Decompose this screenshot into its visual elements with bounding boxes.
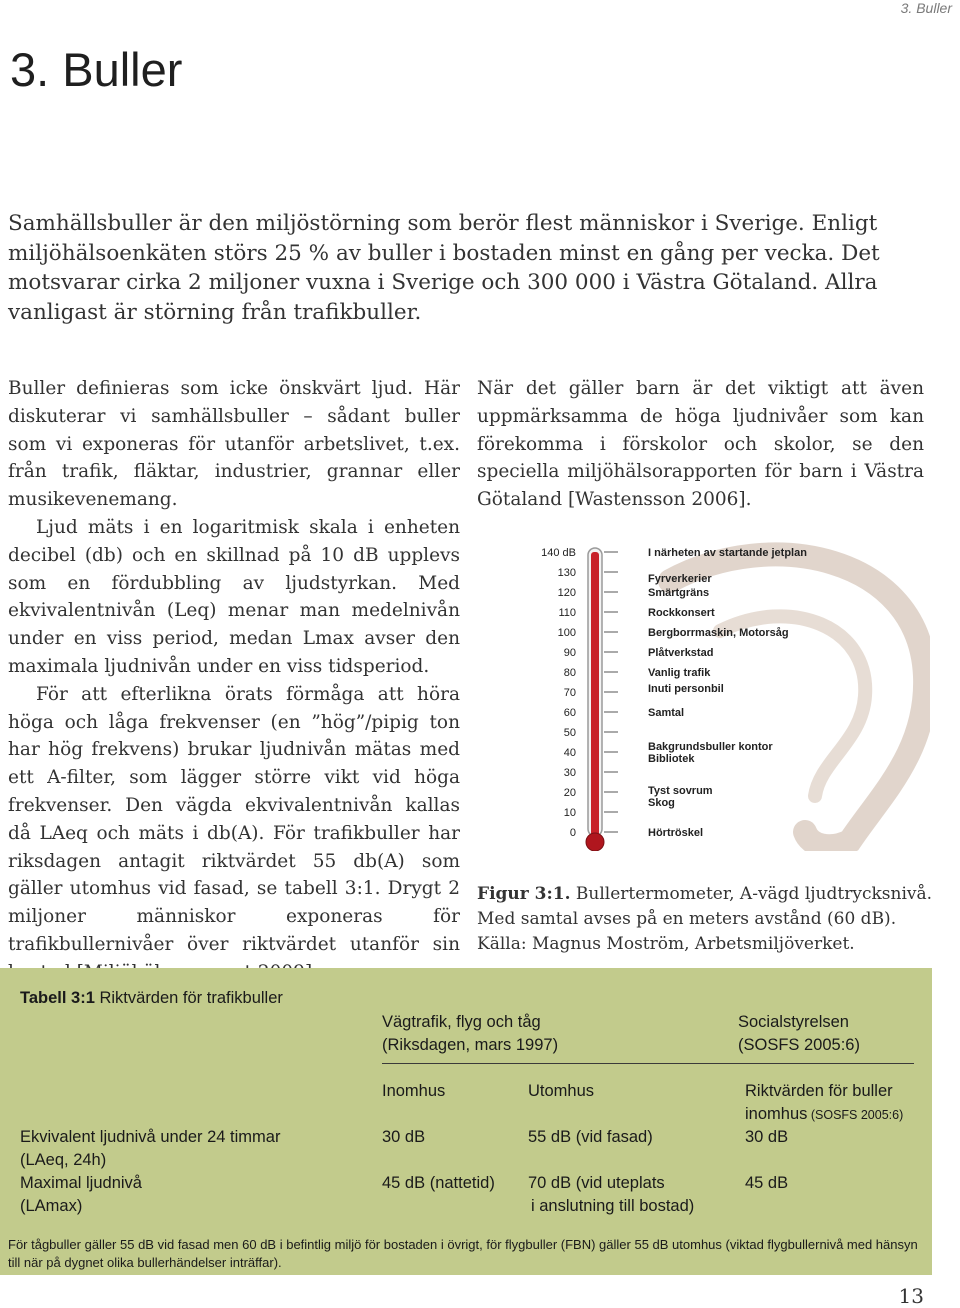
noise-source-label: Samtal: [648, 707, 685, 719]
noise-source-label: Hörtröskel: [648, 827, 704, 839]
scale-label: 40: [563, 747, 576, 759]
body-paragraph: Buller definieras som icke önskvärt ljud. Här diskuterar vi samhällsbuller – sådant buller som vi exponeras för utanför arbetslivet, t.ex. från trafik, fläktar, industrier, grannar eller musikevenemang.: [8, 378, 460, 511]
scale-label: 50: [563, 727, 576, 739]
thermometer-mercury: [591, 552, 599, 838]
row-label-laeq: Ekvivalent ljudnivå under 24 timmar (LAeq, 24h): [20, 1128, 281, 1169]
noise-source-label: Smärtgräns: [648, 587, 710, 599]
scale-label: 20: [563, 787, 576, 799]
cell-lamax-inomhus: 45 dB (nattetid): [382, 1174, 495, 1192]
noise-source-label: Tyst sovrum: [648, 785, 713, 797]
col-header-utomhus: Utomhus: [528, 1082, 595, 1100]
cell-lamax-utomhus: 70 dB (vid uteplats i anslutning till bostad): [528, 1174, 695, 1215]
table-footnote: För tågbuller gäller 55 dB vid fasad men 60 dB i befintlig miljö för bostaden i övrigt, för flygbuller (FBN) gäller 55 dB utomhus (viktad flygbullernivå med hänsyn till när på dygnet olika bullerhändelser inträffar).: [8, 1237, 918, 1270]
chapter-title: 3. Buller: [10, 43, 183, 96]
right-column: [477, 375, 924, 514]
noise-source-label: Bibliotek: [648, 753, 695, 765]
noise-thermometer-figure: [520, 536, 930, 851]
noise-source-label: Rockkonsert: [648, 607, 715, 619]
scale-label: 60: [563, 707, 576, 719]
noise-source-label: Fyrverkerier: [648, 573, 712, 585]
body-paragraph: Ljud mäts i en logaritmisk skala i enheten decibel (db) och en skillnad på 10 dB upplevs som en fördubbling av ljudstyrkan. Med ekvivalentnivån (Leq) menar man medelnivån under en viss period, medan Lmax avser den maximala ljudnivån under en viss tidsperiod.: [8, 516, 460, 677]
table-label: Tabell 3:1: [20, 989, 95, 1007]
cell-laeq-riktvarde: 30 dB: [745, 1128, 789, 1146]
noise-source-label: I närheten av startande jetplan: [648, 547, 807, 559]
body-paragraph: När det gäller barn är det viktigt att även uppmärksamma de höga ljudnivåer som kan förekomma i förskolor och skolor, se den speciella miljöhälsorapporten för barn i Västra Götaland [Wastensson 2006].: [477, 378, 924, 511]
figure-label: Figur 3:1.: [477, 884, 571, 904]
intro-paragraph: Samhällsbuller är den miljöstörning som berör flest människor i Sverige. Enligt miljöhälsoenkäten störs 25 % av buller i bostaden minst en gång per vecka. Det motsvarar cirka 2 miljoner vuxna i Sverige och 300 000 i Västra Götaland. Allra vanligast är störning från trafikbuller.: [8, 211, 880, 325]
figure-caption: [477, 882, 937, 957]
figure-caption-text: Bullertermometer, A-vägd ljudtrycksnivå. Med samtal avses på en meters avstånd (60 dB). Källa: Magnus Moström, Arbetsmiljöverket.: [477, 884, 933, 954]
cell-laeq-inomhus: 30 dB: [382, 1128, 426, 1146]
noise-source-label: Bakgrundsbuller kontor: [648, 741, 773, 753]
scale-label: 120: [557, 587, 576, 599]
scale-label: 70: [563, 687, 576, 699]
group-heading-socialstyrelsen: Socialstyrelsen (SOSFS 2005:6): [738, 1013, 860, 1054]
noise-source-label: Plåtverkstad: [648, 647, 714, 659]
scale-label: 140 dB: [541, 547, 576, 559]
noise-source-label: Inuti personbil: [648, 683, 724, 695]
cell-lamax-riktvarde: 45 dB: [745, 1174, 789, 1192]
col-header-riktvarden: Riktvärden för buller inomhus (SOSFS 2005:6): [745, 1082, 904, 1123]
cell-laeq-utomhus: 55 dB (vid fasad): [528, 1128, 653, 1146]
group-heading-road-air-rail: Vägtrafik, flyg och tåg (Riksdagen, mars 1997): [382, 1013, 559, 1054]
table-title: Riktvärden för trafikbuller: [94, 989, 283, 1007]
scale-label: 0: [569, 827, 576, 839]
row-label-lamax: Maximal ljudnivå (LAmax): [20, 1174, 142, 1215]
scale-label: 130: [557, 567, 576, 579]
noise-source-label: Bergborrmaskin, Motorsåg: [648, 627, 789, 639]
col-header-inomhus: Inomhus: [382, 1082, 446, 1100]
table-caption: [20, 987, 283, 1010]
page-number: 13: [898, 1284, 924, 1308]
noise-source-labels: [648, 547, 807, 839]
header-rule: [382, 1063, 914, 1064]
scale-label: 100: [557, 627, 576, 639]
db-scale: [541, 547, 618, 839]
scale-label: 10: [563, 807, 576, 819]
scale-label: 90: [563, 647, 576, 659]
left-column: [8, 375, 460, 987]
running-head: 3. Buller: [900, 0, 952, 16]
scale-label: 110: [558, 607, 576, 619]
noise-source-label: Skog: [648, 797, 675, 809]
guideline-table: [0, 968, 932, 1275]
noise-thermometer-graphic: [520, 536, 930, 851]
scale-label: 30: [563, 767, 576, 779]
thermometer-bulb: [586, 833, 604, 851]
thermometer-tube: [586, 548, 604, 851]
scale-label: 80: [563, 667, 576, 679]
body-paragraph: För att efterlikna örats förmåga att höra höga och låga frekvenser (en ”hög”/pipig ton har hög frekvens) brukar ljudnivån mätas med ett A-filter, som lägger större vikt vid höga frekvenser. Den vägda ekvivalentnivån kallas då LAeq och mäts i db(A). För trafikbuller har riksdagen antagit riktvärdet 55 db(A) som gäller utomhus vid fasad, se tabell 3:1. Drygt 2 miljoner människor exponeras för trafikbullernivåer över riktvärdet utanför sin: [8, 683, 460, 955]
noise-source-label: Vanlig trafik: [648, 667, 711, 679]
ear-inner-shape: [720, 616, 865, 796]
